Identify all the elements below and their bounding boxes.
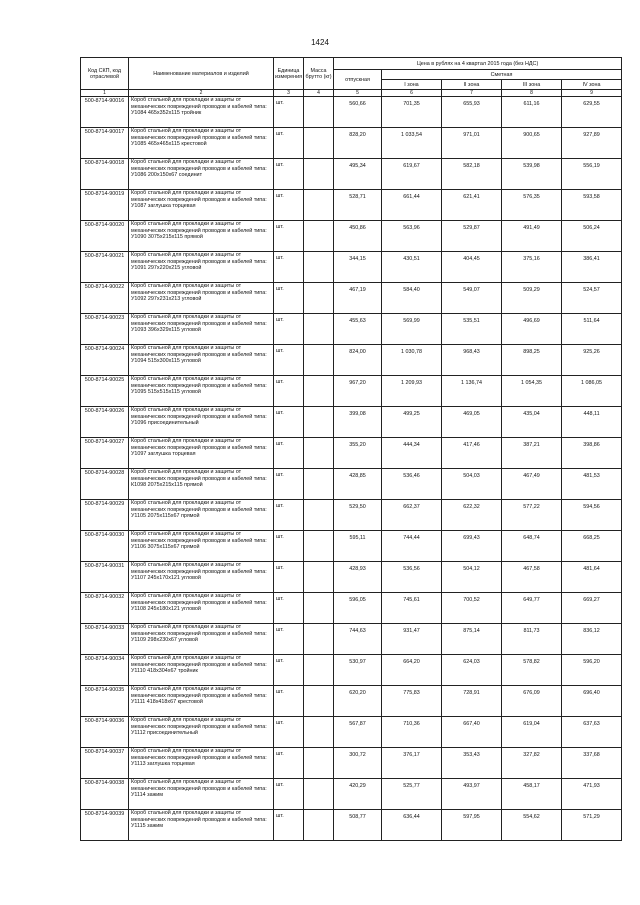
header-unit: Единица измерения: [274, 58, 304, 90]
zone-1-price: 525,77: [382, 779, 442, 810]
item-unit: шт.: [274, 345, 304, 376]
table-row: [81, 128, 622, 159]
zone-4-price: 637,63: [562, 717, 622, 748]
zone-1-price: 444,34: [382, 438, 442, 469]
zone-1-price: 1 033,54: [382, 128, 442, 159]
zone-4-price: 398,86: [562, 438, 622, 469]
item-mass: [304, 655, 334, 686]
item-unit: шт.: [274, 686, 304, 717]
zone-3-price: 327,82: [502, 748, 562, 779]
release-price: 300,72: [334, 748, 382, 779]
release-price: 344,15: [334, 252, 382, 283]
release-price: 744,63: [334, 624, 382, 655]
zone-2-price: 582,18: [442, 159, 502, 190]
zone-1-price: 569,99: [382, 314, 442, 345]
table-row: [81, 221, 622, 252]
item-unit: шт.: [274, 159, 304, 190]
release-price: 529,50: [334, 500, 382, 531]
item-name: Короб стальной для прокладки и защиты от механических повреждений проводов и кабелей типа: У1084 465х352х115 тройник: [129, 97, 274, 128]
zone-1-price: 701,35: [382, 97, 442, 128]
item-mass: [304, 407, 334, 438]
zone-4-price: 593,58: [562, 190, 622, 221]
column-number: 5: [334, 90, 382, 97]
item-name: Короб стальной для прокладки и защиты от механических повреждений проводов и кабелей типа: У1110 418х304х67 тройник: [129, 655, 274, 686]
release-price: 450,86: [334, 221, 382, 252]
item-code: 500-8714-90027: [81, 438, 129, 469]
table-row: [81, 190, 622, 221]
table-row: [81, 438, 622, 469]
header-code: Код СКП, код отраслевой: [81, 58, 129, 90]
zone-3-price: 387,21: [502, 438, 562, 469]
item-unit: шт.: [274, 748, 304, 779]
zone-1-price: 662,37: [382, 500, 442, 531]
table-row: [81, 97, 622, 128]
zone-2-price: 624,03: [442, 655, 502, 686]
release-price: 620,20: [334, 686, 382, 717]
item-code: 500-8714-90016: [81, 97, 129, 128]
column-number: 3: [274, 90, 304, 97]
item-code: 500-8714-90033: [81, 624, 129, 655]
zone-3-price: 496,69: [502, 314, 562, 345]
item-unit: шт.: [274, 407, 304, 438]
release-price: 428,93: [334, 562, 382, 593]
zone-4-price: 337,68: [562, 748, 622, 779]
item-name: Короб стальной для прокладки и защиты от механических повреждений проводов и кабелей типа: У1114 зажим: [129, 779, 274, 810]
zone-2-price: 504,03: [442, 469, 502, 500]
release-price: 455,63: [334, 314, 382, 345]
table-row: [81, 252, 622, 283]
zone-4-price: 481,53: [562, 469, 622, 500]
item-code: 500-8714-90019: [81, 190, 129, 221]
item-name: Короб стальной для прокладки и защиты от механических повреждений проводов и кабелей типа: У1087 заглушка торцевая: [129, 190, 274, 221]
table-body: [81, 97, 622, 841]
item-code: 500-8714-90034: [81, 655, 129, 686]
item-name: Короб стальной для прокладки и защиты от механических повреждений проводов и кабелей типа: У1106 3075х115х67 прямой: [129, 531, 274, 562]
zone-4-price: 386,41: [562, 252, 622, 283]
zone-3-price: 458,17: [502, 779, 562, 810]
column-number: 9: [562, 90, 622, 97]
header-mass: Масса брутто (кг): [304, 58, 334, 90]
item-mass: [304, 345, 334, 376]
item-code: 500-8714-90039: [81, 810, 129, 841]
zone-3-price: 539,98: [502, 159, 562, 190]
item-unit: шт.: [274, 283, 304, 314]
table-row: [81, 686, 622, 717]
item-name: Короб стальной для прокладки и защиты от механических повреждений проводов и кабелей типа: У1108 245х180х121 угловой: [129, 593, 274, 624]
zone-4-price: 481,64: [562, 562, 622, 593]
release-price: 828,20: [334, 128, 382, 159]
item-unit: шт.: [274, 252, 304, 283]
table-row: [81, 717, 622, 748]
item-name: Короб стальной для прокладки и защиты от механических повреждений проводов и кабелей типа: У1085 465х465х115 крестовой: [129, 128, 274, 159]
item-mass: [304, 624, 334, 655]
zone-3-price: 1 054,35: [502, 376, 562, 407]
zone-3-price: 898,25: [502, 345, 562, 376]
item-name: Короб стальной для прокладки и защиты от механических повреждений проводов и кабелей типа: У1092 297х231х213 угловой: [129, 283, 274, 314]
item-code: 500-8714-90021: [81, 252, 129, 283]
zone-2-price: 971,01: [442, 128, 502, 159]
zone-2-price: 655,93: [442, 97, 502, 128]
column-number: 1: [81, 90, 129, 97]
item-code: 500-8714-90032: [81, 593, 129, 624]
column-number: 8: [502, 90, 562, 97]
item-mass: [304, 531, 334, 562]
zone-4-price: 668,25: [562, 531, 622, 562]
release-price: 528,71: [334, 190, 382, 221]
zone-4-price: 596,20: [562, 655, 622, 686]
item-name: Короб стальной для прокладки и защиты от механических повреждений проводов и кабелей типа: У1091 297х220х215 угловой: [129, 252, 274, 283]
item-code: 500-8714-90026: [81, 407, 129, 438]
zone-2-price: 469,05: [442, 407, 502, 438]
zone-1-price: 1 030,78: [382, 345, 442, 376]
item-unit: шт.: [274, 314, 304, 345]
zone-2-price: 700,52: [442, 593, 502, 624]
zone-4-price: 669,27: [562, 593, 622, 624]
item-code: 500-8714-90018: [81, 159, 129, 190]
item-code: 500-8714-90022: [81, 283, 129, 314]
item-code: 500-8714-90038: [81, 779, 129, 810]
zone-1-price: 745,61: [382, 593, 442, 624]
zone-2-price: 504,12: [442, 562, 502, 593]
zone-3-price: 577,22: [502, 500, 562, 531]
header-zone-1: I зона: [382, 80, 442, 90]
item-mass: [304, 779, 334, 810]
item-unit: шт.: [274, 438, 304, 469]
item-mass: [304, 190, 334, 221]
header-release-price: отпускная: [334, 70, 382, 90]
item-unit: шт.: [274, 593, 304, 624]
zone-2-price: 699,43: [442, 531, 502, 562]
item-mass: [304, 128, 334, 159]
table-row: [81, 469, 622, 500]
zone-4-price: 511,64: [562, 314, 622, 345]
table-row: [81, 283, 622, 314]
zone-4-price: 696,40: [562, 686, 622, 717]
header-zone-4: IV зона: [562, 80, 622, 90]
item-name: Короб стальной для прокладки и защиты от механических повреждений проводов и кабелей типа: У1107 245х170х121 угловой: [129, 562, 274, 593]
release-price: 355,20: [334, 438, 382, 469]
item-code: 500-8714-90029: [81, 500, 129, 531]
column-number-row: [81, 90, 622, 97]
zone-1-price: 710,36: [382, 717, 442, 748]
item-mass: [304, 97, 334, 128]
table-row: [81, 376, 622, 407]
header-price-title: Цена в рублях на 4 квартал 2015 года (без НДС): [334, 58, 622, 70]
zone-3-price: 676,09: [502, 686, 562, 717]
release-price: 399,08: [334, 407, 382, 438]
item-code: 500-8714-90023: [81, 314, 129, 345]
table-row: [81, 500, 622, 531]
item-unit: шт.: [274, 221, 304, 252]
zone-4-price: 571,29: [562, 810, 622, 841]
zone-2-price: 353,43: [442, 748, 502, 779]
zone-4-price: 927,89: [562, 128, 622, 159]
item-name: Короб стальной для прокладки и защиты от механических повреждений проводов и кабелей типа: У1086 200х150х67 соединит: [129, 159, 274, 190]
column-number: 7: [442, 90, 502, 97]
table-row: [81, 779, 622, 810]
column-number: 2: [129, 90, 274, 97]
zone-3-price: 467,49: [502, 469, 562, 500]
item-unit: шт.: [274, 128, 304, 159]
item-mass: [304, 252, 334, 283]
zone-2-price: 622,32: [442, 500, 502, 531]
item-name: Короб стальной для прокладки и защиты от механических повреждений проводов и кабелей типа: У1109 298х230х67 угловой: [129, 624, 274, 655]
item-code: 500-8714-90017: [81, 128, 129, 159]
zone-1-price: 536,56: [382, 562, 442, 593]
column-number: 6: [382, 90, 442, 97]
item-unit: шт.: [274, 624, 304, 655]
item-mass: [304, 314, 334, 345]
item-unit: шт.: [274, 810, 304, 841]
item-mass: [304, 593, 334, 624]
item-name: Короб стальной для прокладки и защиты от механических повреждений проводов и кабелей типа: У1094 515х300х115 угловой: [129, 345, 274, 376]
zone-2-price: 728,91: [442, 686, 502, 717]
item-unit: шт.: [274, 190, 304, 221]
header-zone-2: II зона: [442, 80, 502, 90]
table-row: [81, 407, 622, 438]
column-number: 4: [304, 90, 334, 97]
release-price: 567,87: [334, 717, 382, 748]
zone-4-price: 594,56: [562, 500, 622, 531]
release-price: 595,11: [334, 531, 382, 562]
zone-2-price: 597,95: [442, 810, 502, 841]
zone-1-price: 619,67: [382, 159, 442, 190]
release-price: 967,20: [334, 376, 382, 407]
zone-2-price: 875,14: [442, 624, 502, 655]
zone-4-price: 448,11: [562, 407, 622, 438]
zone-4-price: 471,93: [562, 779, 622, 810]
zone-2-price: 493,97: [442, 779, 502, 810]
release-price: 530,97: [334, 655, 382, 686]
zone-2-price: 1 136,74: [442, 376, 502, 407]
table-row: [81, 531, 622, 562]
table-row: [81, 810, 622, 841]
zone-1-price: 563,96: [382, 221, 442, 252]
table-row: [81, 314, 622, 345]
zone-3-price: 649,77: [502, 593, 562, 624]
item-unit: шт.: [274, 655, 304, 686]
zone-1-price: 661,44: [382, 190, 442, 221]
zone-3-price: 611,16: [502, 97, 562, 128]
item-name: Короб стальной для прокладки и защиты от механических повреждений проводов и кабелей типа: У1093 396х329х115 угловой: [129, 314, 274, 345]
zone-1-price: 584,40: [382, 283, 442, 314]
zone-4-price: 556,19: [562, 159, 622, 190]
release-price: 428,85: [334, 469, 382, 500]
table-row: [81, 593, 622, 624]
item-mass: [304, 500, 334, 531]
item-unit: шт.: [274, 717, 304, 748]
zone-3-price: 578,82: [502, 655, 562, 686]
item-mass: [304, 469, 334, 500]
zone-3-price: 467,58: [502, 562, 562, 593]
table-row: [81, 748, 622, 779]
item-unit: шт.: [274, 376, 304, 407]
zone-1-price: 376,17: [382, 748, 442, 779]
release-price: 467,19: [334, 283, 382, 314]
item-code: 500-8714-90030: [81, 531, 129, 562]
zone-1-price: 430,51: [382, 252, 442, 283]
table-row: [81, 562, 622, 593]
item-mass: [304, 810, 334, 841]
item-unit: шт.: [274, 531, 304, 562]
item-mass: [304, 562, 334, 593]
zone-3-price: 811,73: [502, 624, 562, 655]
release-price: 824,00: [334, 345, 382, 376]
item-unit: шт.: [274, 97, 304, 128]
item-name: Короб стальной для прокладки и защиты от механических повреждений проводов и кабелей типа: У1105 2075х115х67 прямой: [129, 500, 274, 531]
zone-2-price: 535,51: [442, 314, 502, 345]
zone-2-price: 529,87: [442, 221, 502, 252]
item-mass: [304, 221, 334, 252]
table-row: [81, 655, 622, 686]
item-name: Короб стальной для прокладки и защиты от механических повреждений проводов и кабелей типа: У1111 418х418х67 крестовой: [129, 686, 274, 717]
item-code: 500-8714-90036: [81, 717, 129, 748]
header-estimate-price: Сметная: [382, 70, 622, 80]
zone-2-price: 621,41: [442, 190, 502, 221]
release-price: 560,66: [334, 97, 382, 128]
item-unit: шт.: [274, 779, 304, 810]
zone-3-price: 375,16: [502, 252, 562, 283]
zone-3-price: 435,04: [502, 407, 562, 438]
header-name: Наименование материалов и изделий: [129, 58, 274, 90]
price-table: [80, 57, 622, 841]
release-price: 420,29: [334, 779, 382, 810]
release-price: 495,34: [334, 159, 382, 190]
zone-1-price: 775,83: [382, 686, 442, 717]
zone-4-price: 524,57: [562, 283, 622, 314]
item-code: 500-8714-90028: [81, 469, 129, 500]
zone-4-price: 629,55: [562, 97, 622, 128]
zone-3-price: 900,65: [502, 128, 562, 159]
item-code: 500-8714-90031: [81, 562, 129, 593]
table-row: [81, 624, 622, 655]
item-name: Короб стальной для прокладки и защиты от механических повреждений проводов и кабелей типа: У1115 зажим: [129, 810, 274, 841]
zone-2-price: 417,46: [442, 438, 502, 469]
zone-3-price: 509,29: [502, 283, 562, 314]
zone-4-price: 925,26: [562, 345, 622, 376]
table-row: [81, 159, 622, 190]
zone-3-price: 576,35: [502, 190, 562, 221]
item-code: 500-8714-90025: [81, 376, 129, 407]
item-code: 500-8714-90035: [81, 686, 129, 717]
zone-1-price: 499,25: [382, 407, 442, 438]
item-mass: [304, 438, 334, 469]
zone-1-price: 636,44: [382, 810, 442, 841]
item-name: Короб стальной для прокладки и защиты от механических повреждений проводов и кабелей типа: У1112 присоединительный: [129, 717, 274, 748]
page-number: 1424: [311, 38, 329, 47]
zone-1-price: 931,47: [382, 624, 442, 655]
item-mass: [304, 283, 334, 314]
item-mass: [304, 748, 334, 779]
item-code: 500-8714-90024: [81, 345, 129, 376]
zone-3-price: 648,74: [502, 531, 562, 562]
zone-4-price: 1 086,05: [562, 376, 622, 407]
zone-3-price: 554,62: [502, 810, 562, 841]
item-mass: [304, 376, 334, 407]
zone-2-price: 549,07: [442, 283, 502, 314]
item-name: Короб стальной для прокладки и защиты от механических повреждений проводов и кабелей типа: У1113 заглушка торцевая: [129, 748, 274, 779]
zone-2-price: 968,43: [442, 345, 502, 376]
item-unit: шт.: [274, 500, 304, 531]
item-mass: [304, 159, 334, 190]
zone-1-price: 1 209,93: [382, 376, 442, 407]
item-name: Короб стальной для прокладки и защиты от механических повреждений проводов и кабелей типа: У1090 3075х215х115 прямой: [129, 221, 274, 252]
item-unit: шт.: [274, 562, 304, 593]
zone-2-price: 404,45: [442, 252, 502, 283]
zone-3-price: 491,49: [502, 221, 562, 252]
zone-3-price: 619,04: [502, 717, 562, 748]
zone-2-price: 667,40: [442, 717, 502, 748]
header-zone-3: III зона: [502, 80, 562, 90]
zone-1-price: 744,44: [382, 531, 442, 562]
table-row: [81, 345, 622, 376]
zone-4-price: 506,24: [562, 221, 622, 252]
item-unit: шт.: [274, 469, 304, 500]
item-mass: [304, 686, 334, 717]
zone-1-price: 536,46: [382, 469, 442, 500]
item-code: 500-8714-90020: [81, 221, 129, 252]
item-name: Короб стальной для прокладки и защиты от механических повреждений проводов и кабелей типа: К1098 2075х215х115 прямой: [129, 469, 274, 500]
item-name: Короб стальной для прокладки и защиты от механических повреждений проводов и кабелей типа: У1097 заглушка торцевая: [129, 438, 274, 469]
release-price: 596,05: [334, 593, 382, 624]
item-name: Короб стальной для прокладки и защиты от механических повреждений проводов и кабелей типа: У1095 515х515х115 угловой: [129, 376, 274, 407]
item-name: Короб стальной для прокладки и защиты от механических повреждений проводов и кабелей типа: У1096 присоединительный: [129, 407, 274, 438]
item-mass: [304, 717, 334, 748]
zone-4-price: 836,12: [562, 624, 622, 655]
item-code: 500-8714-90037: [81, 748, 129, 779]
release-price: 508,77: [334, 810, 382, 841]
zone-1-price: 664,20: [382, 655, 442, 686]
